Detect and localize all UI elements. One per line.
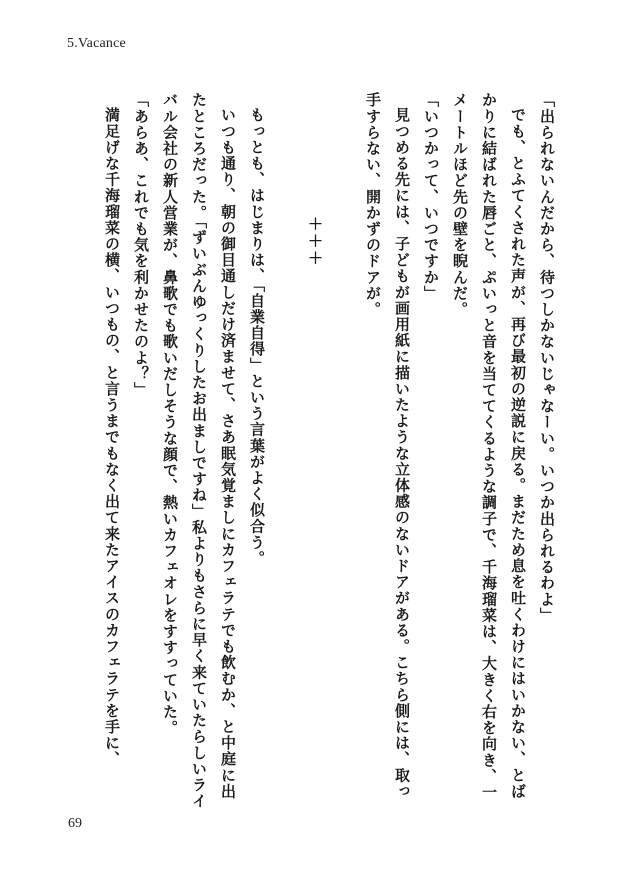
paragraph-narration: でも、とふてくされた声が、再び最初の逆説に戻る。まだため息を吐くわけにはいかない、とばかりに結ばれた唇ごと、ぷいっと音を当ててくるような調子で、千海瑠菜は、大きく右を向き、一メートルほど先の壁を睨んだ。 <box>451 92 527 801</box>
running-head-chapter: 5.Vacance <box>67 36 126 51</box>
paragraph-narration: いつも通り、朝の御目通しだけ済ませて、さあ眠気覚ましにカフェラテでも飲むか、と中庭に出たところだった。「ずいぶんゆっくりしたお出ましですね」私よりもさらに早く来ていたらしいライバル会社の新人営業が、鼻歌でも歌いだしそうな顔で、熱いカフェオレをすすっていた。 <box>161 92 237 809</box>
page-number: 69 <box>68 816 82 831</box>
paragraph-narration: 見つめる先には、子どもが画用紙に描いたような立体感のないドアがある。こちら側には、取っ手すらない、開かずのドアが。 <box>364 92 411 800</box>
vertical-text-body <box>61 92 561 812</box>
section-separator: ＋＋＋ <box>306 216 324 267</box>
paragraph-narration: 満足げな千海瑠菜の横、いつもの、と言うまでもなく出て来たアイスのカフェラテを手に、 <box>103 107 121 768</box>
paragraph-dialogue: 「あらあ、これでも気を利かせたのよ？」 <box>132 92 150 398</box>
paragraph-dialogue: 「出られないんだから、待つしかないじゃなーい。いつか出られるわよ」 <box>538 92 556 624</box>
paragraph-narration: もっとも、はじまりは、「自業自得」という言葉がよく似合う。 <box>248 107 266 567</box>
paragraph-dialogue: 「いつかって、いつですか」 <box>422 92 440 302</box>
